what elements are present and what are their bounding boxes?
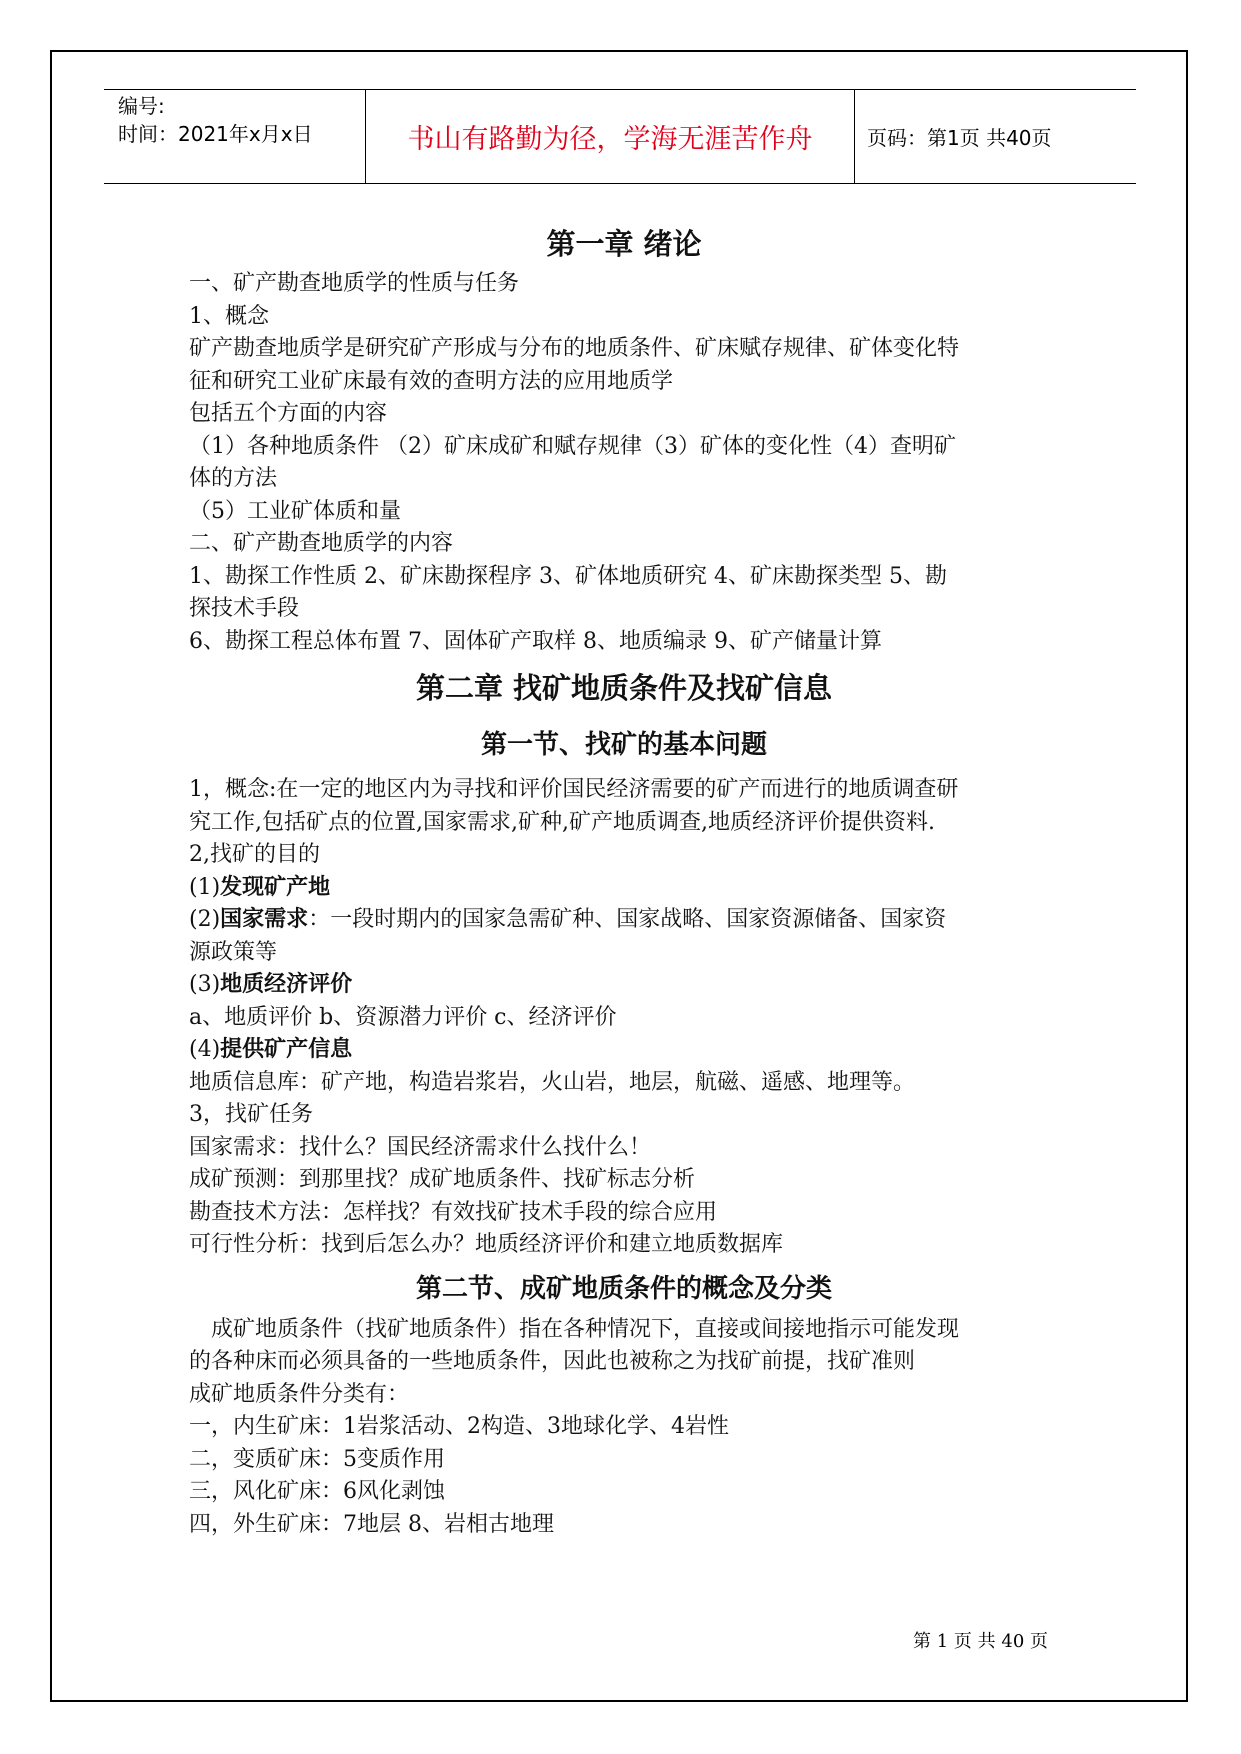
page-footer-number: 第 1 页 共 40 页	[913, 1631, 1048, 1652]
paragraph-line: 可行性分析：找到后怎么办？地质经济评价和建立地质数据库	[189, 1232, 784, 1257]
paragraph-line: （1）各种地质条件 （2）矿床成矿和赋存规律（3）矿体的变化性（4）查明矿	[189, 433, 956, 459]
paragraph-line: 的各种床而必须具备的一些地质条件，因此也被称之为找矿前提，找矿准则	[189, 1349, 916, 1374]
paragraph-line: 1、勘探工作性质 2、矿床勘探程序 3、矿体地质研究 4、矿床勘探类型 5、勘	[189, 563, 947, 589]
paragraph-line: 四，外生矿床：7地层 8、岩相古地理	[189, 1511, 554, 1537]
paragraph-line: 成矿地质条件分类有：	[189, 1381, 410, 1407]
paragraph-line: 矿产勘查地质学是研究矿产形成与分布的地质条件、矿床赋存规律、矿体变化特	[189, 336, 960, 361]
header-motto: 书山有路勤为径，学海无涯苦作舟	[366, 90, 855, 183]
paragraph-line: 体的方法	[189, 466, 278, 491]
paragraph-line: 探技术手段	[189, 596, 300, 621]
document-body	[189, 220, 1059, 1541]
paragraph-line: 三，风化矿床：6风化剥蚀	[189, 1479, 445, 1504]
paragraph-line: 二、矿产勘查地质学的内容	[189, 531, 454, 556]
paragraph-line: 勘查技术方法：怎样找？有效找矿技术手段的综合应用	[189, 1199, 718, 1225]
paragraph-line: 究工作,包括矿点的位置,国家需求,矿种,矿产地质调查,地质经济评价提供资料.	[189, 809, 935, 835]
chapter-1-title: 第一章 绪论	[546, 227, 702, 261]
paragraph-line: 1、概念	[189, 303, 269, 329]
item-heading: 国家需求	[220, 907, 309, 932]
paragraph-line: 成矿地质条件（找矿地质条件）指在各种情况下，直接或间接地指示可能发现	[211, 1316, 960, 1342]
goal-item-4	[189, 1034, 1059, 1067]
item-number: (3)	[189, 972, 221, 997]
paragraph-line: 包括五个方面的内容	[189, 401, 388, 426]
paragraph-line: （5）工业矿体质和量	[189, 498, 401, 524]
header-page-code: 页码：第1页 共40页	[867, 126, 1052, 150]
paragraph-line: 1，概念:在一定的地区内为寻找和评价国民经济需要的矿产而进行的地质调查研	[189, 777, 959, 802]
goal-item-3	[189, 969, 1059, 1002]
page-header	[104, 89, 1136, 184]
item-number: (1)	[189, 874, 221, 900]
paragraph-line: 二，变质矿床：5变质作用	[189, 1446, 445, 1472]
goal-item-2	[189, 904, 1059, 937]
item-heading: 地质经济评价	[220, 972, 353, 997]
item-heading: 提供矿产信息	[220, 1037, 353, 1062]
paragraph-line: 一、矿产勘查地质学的性质与任务	[189, 271, 520, 296]
paragraph-line: 征和研究工业矿床最有效的查明方法的应用地质学	[189, 368, 674, 394]
goal-item-1	[189, 872, 1059, 905]
chapter-2-title: 第二章 找矿地质条件及找矿信息	[415, 671, 833, 705]
paragraph-line: 3，找矿任务	[189, 1102, 313, 1127]
paragraph-line: 源政策等	[189, 939, 278, 965]
paragraph-line: 国家需求：找什么？国民经济需求什么找什么！	[189, 1134, 652, 1160]
paragraph-line: 地质信息库：矿产地，构造岩浆岩，火山岩，地层，航磁、遥感、地理等。	[189, 1069, 916, 1095]
item-number: (4)	[189, 1037, 221, 1062]
header-left-cell	[104, 90, 366, 183]
paragraph-line: 一，内生矿床：1岩浆活动、2构造、3地球化学、4岩性	[189, 1414, 729, 1439]
paragraph-line: 6、勘探工程总体布置 7、固体矿产取样 8、地质编录 9、矿产储量计算	[189, 628, 882, 654]
paragraph-line: a、地质评价 b、资源潜力评价 c、经济评价	[189, 1004, 617, 1030]
document-number-label: 编号:	[118, 94, 165, 118]
item-number: (2)	[189, 907, 221, 932]
document-time-label: 时间：2021年x月x日	[118, 122, 313, 146]
section-2-title: 第二节、成矿地质条件的概念及分类	[415, 1273, 832, 1304]
paragraph-line: 2,找矿的目的	[189, 842, 320, 867]
paragraph-line: 成矿预测：到那里找？成矿地质条件、找矿标志分析	[189, 1167, 696, 1192]
item-heading: 发现矿产地	[220, 874, 331, 900]
item-text: ：一段时期内的国家急需矿种、国家战略、国家资源储备、国家资	[308, 907, 947, 932]
section-1-title: 第一节、找矿的基本问题	[480, 730, 767, 760]
